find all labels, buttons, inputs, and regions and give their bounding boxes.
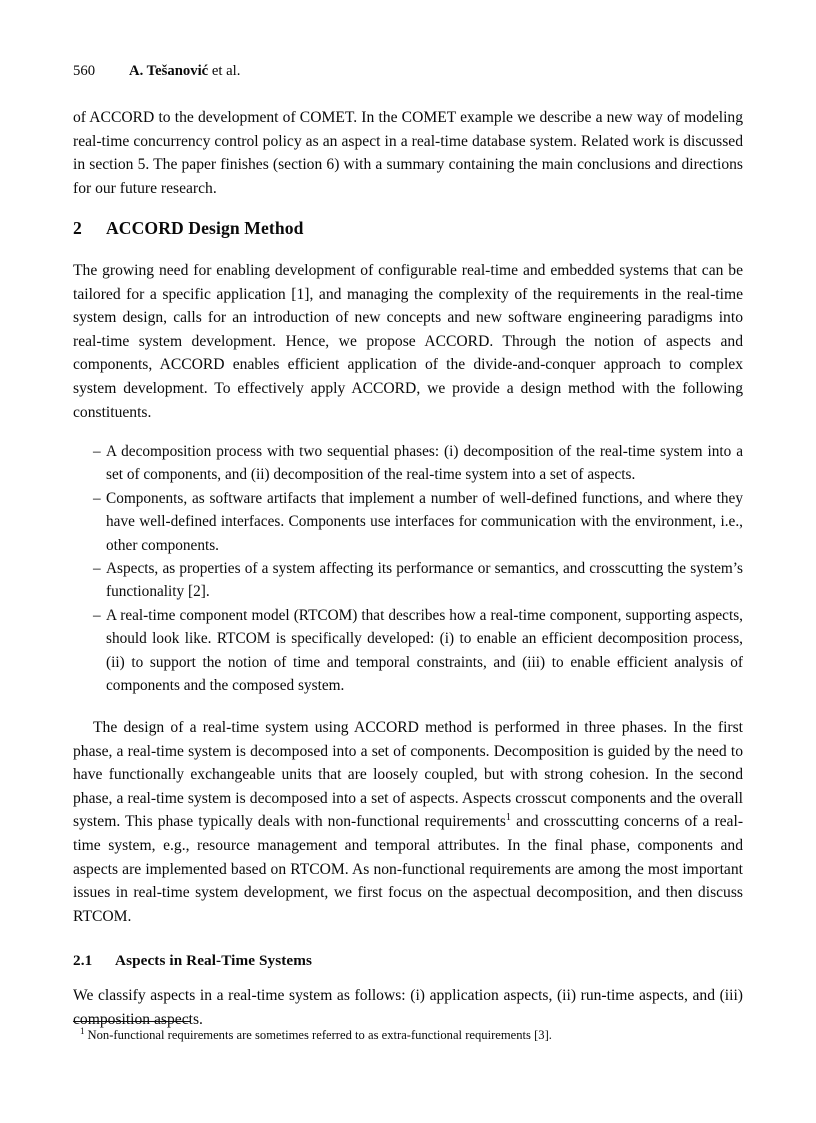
list-item-text: Aspects, as properties of a system affecting its performance or semantics, and crosscutting the system’s functionality [2]. [106,560,743,601]
list-item [73,487,743,557]
running-head-etal: et al. [211,63,241,79]
footnote [80,1027,743,1044]
dash-bullet-icon: – [93,443,101,460]
intro-paragraph: of ACCORD to the development of COMET. In the COMET example we describe a new way of modeling real-time concurrency control policy as an aspect in a real-time database system. Related work is discussed in section 5. The paper finishes (section 6) with a summary containing the main conclusions and directions for our future research. [73,109,743,197]
section-2-title: ACCORD Design Method [106,218,304,238]
running-head-author: A. Tešanović [129,63,209,79]
footnote-reference-marker[interactable]: 1 [505,812,512,824]
dash-bullet-icon: – [93,606,101,624]
section-2-1-paragraph: We classify aspects in a real-time system as follows: (i) application aspects, (ii) run-time aspects, and (iii) composition aspects. [73,987,743,1028]
footnote-separator-rule [73,1021,190,1022]
list-item-text: A decomposition process with two sequential phases: (i) decomposition of the real-time system into a set of components, and (ii) decomposition of the real-time system into a set of aspects. [106,443,743,484]
footnote-marker: 1 [80,1025,85,1036]
design-paragraph-part2: and crosscutting concerns of a real-time system, e.g., resource management and temporal attributes. In the final phase, components and aspects are implemented based on RTCOM. As non-functional requirements are among the most important issues in real-time system development, we first focus on the aspectual decomposition, and then discuss RTCOM. [73,813,744,925]
list-item [73,557,743,604]
dash-bullet-icon: – [93,560,101,578]
design-process-paragraph [73,716,743,928]
list-item-text: A real-time component model (RTCOM) that describes how a real-time component, supporting aspects, should look like. RTCOM is specifically developed: (i) to enable an efficient decomposition process, (ii) to support the notion of time and temporal constraints, and (iii) to enable efficient analysis of components and the composed system. [106,606,743,695]
section-2-number: 2 [73,218,82,238]
design-paragraph-part1: The design of a real-time system using ACCORD method is performed in three phases. In the first phase, a real-time system is decomposed into a set of components. Decomposition is guided by the need to have functionally exchangeable units that are loosely coupled, but with strong cohesion. In the second phase, a real-time system is decomposed into a set of aspects. Aspects crosscut components and the overall system. This phase typically deals with non-functional requirements [73,719,743,831]
page-number: 560 [73,63,96,79]
list-item-text: Components, as software artifacts that implement a number of well-defined functions, and where they have well-defined interfaces. Components use interfaces for communication with the environment, i.e., other components. [106,489,743,554]
section-2-paragraph: The growing need for enabling development of configurable real-time and embedded systems that can be tailored for a specific application [1], and managing the complexity of the requirements in the real-time system design, calls for an introduction of new concepts and new software engineering paradigms into real-time system development. Hence, we propose ACCORD. Through the notion of aspects and components, ACCORD enables efficient application of the divide-and-conquer approach to complex system development. To effectively apply ACCORD, we provide a design method with the following constituents. [73,262,743,421]
list-item [73,604,743,698]
running-head [73,62,743,80]
section-2-1-heading [73,951,743,971]
section-2-1-title: Aspects in Real-Time Systems [115,952,312,969]
section-2-heading [73,217,743,239]
footnote-text: Non-functional requirements are sometimes referred to as extra-functional requirements [3]. [87,1028,552,1042]
section-2-1-number: 2.1 [73,952,93,969]
constituents-list [73,440,743,697]
list-item [73,440,743,487]
dash-bullet-icon: – [93,489,101,507]
